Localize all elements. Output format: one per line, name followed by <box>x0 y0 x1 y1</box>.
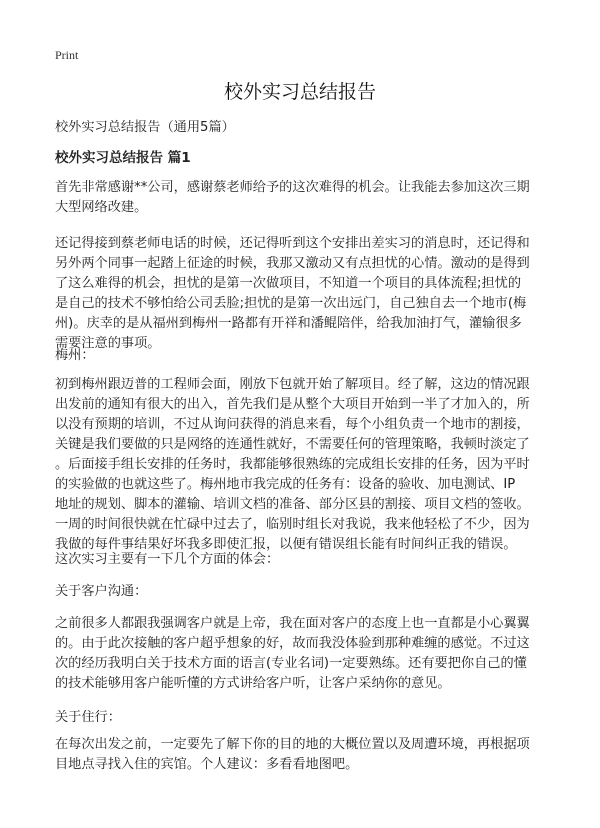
paragraph-line: 大型网络改建。 <box>55 200 148 215</box>
paragraph-line: 在每次出发之前，一定要先了解下你的目的地的大概位置以及周遭环境，再根据项 <box>55 737 530 752</box>
paragraph-line: 关于客户沟通： <box>55 584 148 599</box>
paragraph-line: 关于住行： <box>55 710 121 725</box>
document-subtitle: 校外实习总结报告（通用5篇） <box>55 120 235 135</box>
paragraph-line: 。后面接手组长安排的任务时，我都能够很熟练的完成组长安排的任务，因为平时 <box>55 457 530 472</box>
paragraph <box>55 708 121 728</box>
paragraph-line: 的实验做的也就这些了。梅州地市我完成的任务有：设备的验收、加电测试、IP <box>55 477 516 492</box>
paragraph-line: 之前很多人都跟我强调客户就是上帝，我在面对客户的态度上也一直都是小心翼翼 <box>55 616 530 631</box>
paragraph-line: 州)。庆幸的是从福州到梅州一路都有开祥和潘鲲陪伴，给我加油打气，灌输很多 <box>55 316 522 331</box>
paragraph-line: 以没有预期的培训，不过从询问获得的消息来看，每个小组负责一个地市的割接， <box>55 417 530 432</box>
document-title: 校外实习总结报告 <box>223 81 376 103</box>
paragraph <box>55 550 279 570</box>
paragraph-line: 首先非常感谢**公司，感谢蔡老师给予的这次难得的机会。让我能去参加这次三期 <box>55 180 530 195</box>
paragraph-line: 是自己的技术不够怕给公司丢脸;担忧的是第一次出远门，自己独自去一个地市(梅 <box>55 296 527 311</box>
paragraph-line: 还记得接到蔡老师电话的时候，还记得听到这个安排出差实习的消息时，还记得和 <box>55 236 530 251</box>
paragraph-line: 需要注意的事项。 <box>55 336 161 351</box>
paragraph <box>55 735 530 775</box>
paragraph-line: 我做的每件事结果好坏我多即使汇报，以便有错误组长能有时间纠正我的错误。 <box>55 537 517 552</box>
paragraph-line: 出发前的通知有很大的出入，首先我们是从整个大项目开始到一半了才加入的，所 <box>55 397 530 412</box>
paragraph-line: 目地点寻找入住的宾馆。个人建议：多看看地图吧。 <box>55 757 359 772</box>
paragraph-line: 的技术能够用客户能听懂的方式讲给客户听，让客户采纳你的意见。 <box>55 676 451 691</box>
paragraph-line: 的。由于此次接触的客户超乎想象的好，故而我没体验到那种难缠的感觉。不过这 <box>55 636 530 651</box>
paragraph-line: 地址的规划、脚本的灌输、培训文档的准备、部分区县的割接、项目文档的签收。 <box>55 497 530 512</box>
paragraph <box>55 178 530 218</box>
paragraph-line: 梅州： <box>55 348 95 363</box>
paragraph-line: 另外两个同事一起踏上征途的时候，我那又激动又有点担忧的心情。激动的是得到 <box>55 256 530 271</box>
paragraph-line: 初到梅州跟迈普的工程师会面，刚放下包就开始了解项目。经了解，这边的情况跟 <box>55 377 530 392</box>
section-heading: 校外实习总结报告 篇1 <box>55 150 191 166</box>
paragraph-line: 次的经历我明白关于技术方面的语言(专业名词)一定要熟练。还有要把你自己的懂 <box>55 656 527 671</box>
paragraph-line: 一周的时间很快就在忙碌中过去了，临别时组长对我说，我来他轻松了不少，因为 <box>55 517 530 532</box>
paragraph-line: 这次实习主要有一下几个方面的体会： <box>55 552 280 567</box>
paragraph <box>55 582 147 602</box>
paragraph <box>55 234 530 354</box>
print-label: Print <box>55 48 79 62</box>
paragraph-line: 关键是我们要做的只是网络的连通性就好，不需要任何的管理策略，我顿时淡定了 <box>55 437 530 452</box>
paragraph <box>55 375 530 555</box>
paragraph <box>55 614 530 694</box>
paragraph <box>55 346 95 366</box>
paragraph-line: 了这么难得的机会，担忧的是第一次做项目，不知道一个项目的具体流程;担忧的 <box>55 276 522 291</box>
